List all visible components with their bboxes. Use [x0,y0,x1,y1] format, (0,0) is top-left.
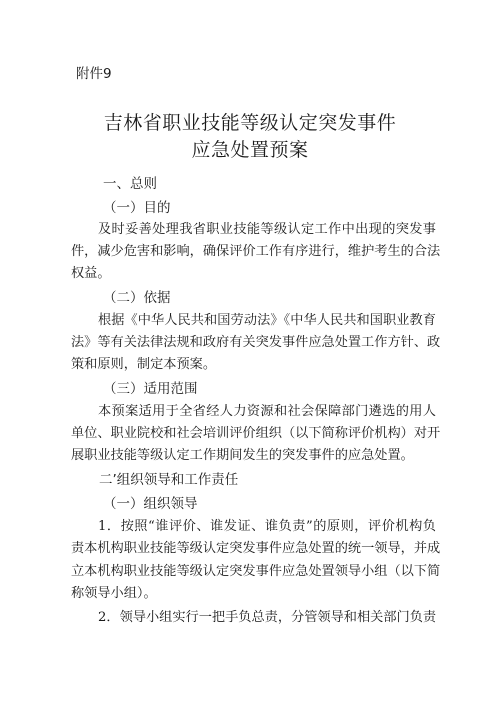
paragraph-line: 本预案适用于全省经人力资源和社会保障部门遴选的用人 [98,404,436,419]
subsection-heading-purpose: （一）目的 [103,200,171,216]
paragraph-line: 称领导小组）。 [71,586,157,601]
paragraph-line: 单位、职业院校和社会培训评价组织（以下简称评价机构）对开 [71,426,441,441]
section-heading-organization: 二’组织领导和工作责任 [99,472,239,488]
section-heading-general: 一、总则 [103,176,157,192]
paragraph-line: 2．领导小组实行一把手负总责，分管领导和相关部门负责 [98,610,437,625]
paragraph-line: 责本机构职业技能等级认定突发事件应急处置的统一领导，并成 [71,541,441,556]
paragraph-line: 及时妥善处理我省职业技能等级认定工作中出现的突发事 [98,222,436,237]
paragraph-line: 法》等有关法律法规和政府有关突发事件应急处置工作方针、政 [71,335,441,350]
paragraph-line: 立本机构职业技能等级认定突发事件应急处置领导小组（以下简 [71,564,441,579]
attachment-label: 附件9 [76,66,112,82]
subsection-heading-scope: （三）适用范围 [103,381,198,397]
subsection-heading-basis: （二）依据 [103,290,171,306]
paragraph-line: 根据《中华人民共和国劳动法》《中华人民共和国职业教育 [98,313,436,328]
paragraph-line: 权益。 [71,266,111,281]
paragraph-line: 策和原则，制定本预案。 [71,357,217,372]
document-title-line-1: 吉林省职业技能等级认定突发事件 [103,112,397,134]
subsection-heading-leadership: （一）组织领导 [103,496,198,512]
paragraph-line: 1．按照“谁评价、谁发证、谁负责”的原则，评价机构负 [98,519,436,534]
paragraph-line: 件，减少危害和影响，确保评价工作有序进行，维护考生的合法 [71,244,441,259]
paragraph-line: 展职业技能等级认定工作期间发生的突发事件的应急处置。 [71,448,414,463]
document-title-line-2: 应急处置预案 [191,139,309,161]
